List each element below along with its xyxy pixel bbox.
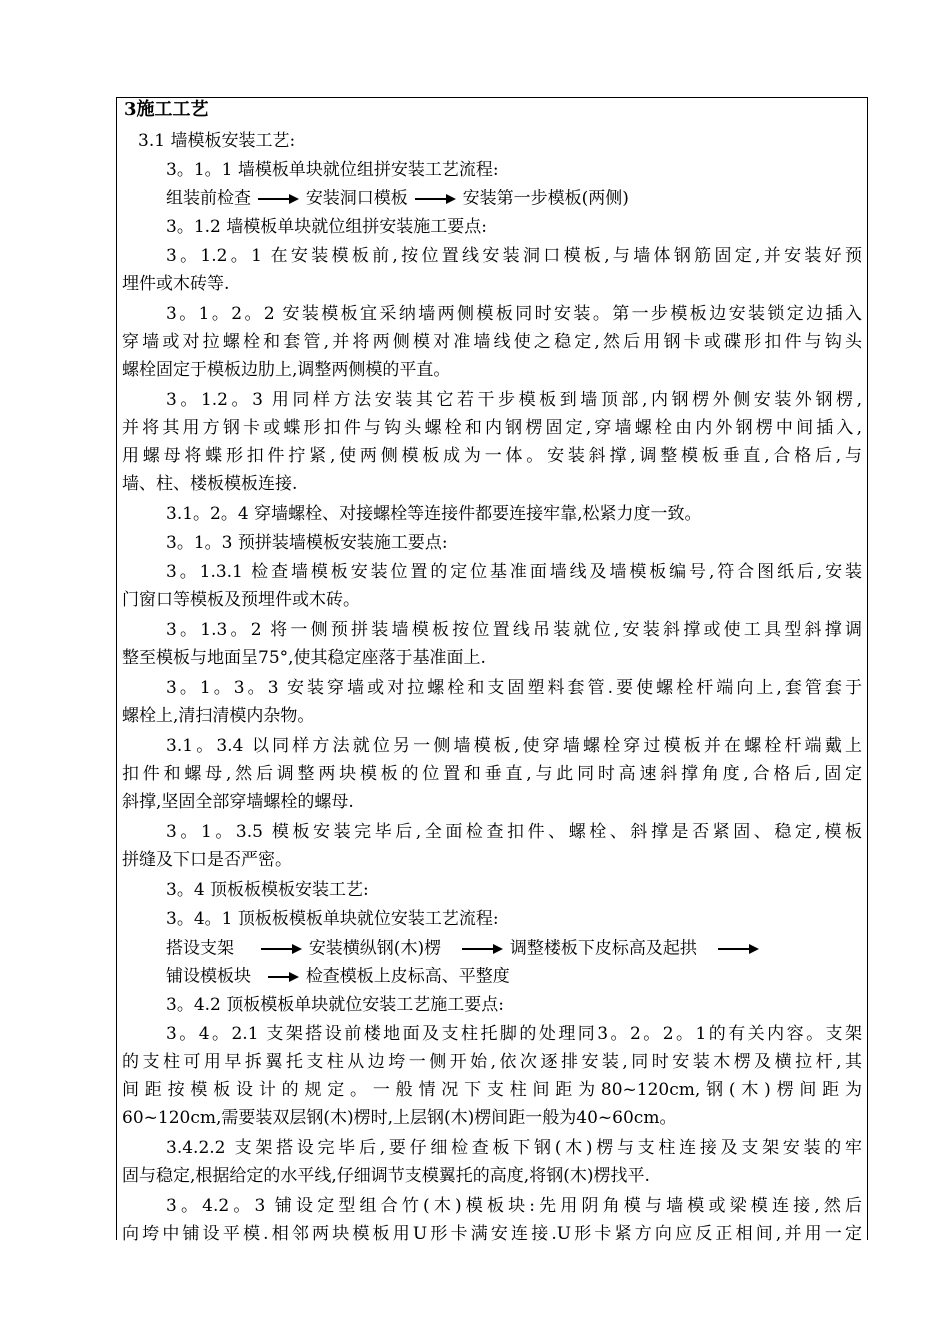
arrow-right-icon (460, 944, 504, 954)
flow-row-1 (166, 187, 629, 210)
paragraph-line: 固与稳定,根据给定的水平线,仔细调节支模翼托的高度,将钢(木)楞找平. (122, 1166, 650, 1186)
arrow-right-icon (256, 194, 300, 204)
paragraph-line: 拼缝及下口是否严密。 (122, 850, 292, 870)
paragraph-line: 的支柱可用早拆翼托支柱从边垮一侧开始,依次逐排安装,同时安装木楞及横拉杆,其 (122, 1052, 862, 1072)
arrow-right-icon (413, 194, 457, 204)
paragraph-line: 用螺母将蝶形扣件拧紧,使两侧模板成为一体。安装斜撑,调整模板垂直,合格后,与 (122, 446, 862, 466)
paragraph-line: 并将其用方钢卡或蝶形扣件与钩头螺栓和内钢楞固定,穿墙螺栓由内外钢楞中间插入, (122, 418, 862, 438)
paragraph-line: 3.4.2.2 支架搭设完毕后,要仔细检查板下钢(木)楞与支柱连接及支架安装的牢 (166, 1138, 862, 1158)
paragraph-line: 3。1.3.1 检查墙模板安装位置的定位基准面墙线及墙模板编号,符合图纸后,安装 (166, 562, 863, 582)
paragraph-line: 3。1。3.5 模板安装完毕后,全面检查扣件、螺栓、斜撑是否紧固、稳定,模板 (166, 822, 862, 842)
heading-3-1-3: 3。1。3 预拼装墙模板安装施工要点: (166, 533, 448, 553)
paragraph-line: 3。1。3。3 安装穿墙或对拉螺栓和支固塑料套管.要使螺栓杆端向上,套管套于 (166, 678, 862, 698)
paragraph-line: 60~120cm,需要装双层钢(木)楞时,上层钢(木)楞间距一般为40~60cm。 (122, 1108, 677, 1128)
paragraph-line: 3。4.2。3 铺设定型组合竹(木)模板块:先用阴角模与墙模或梁模连接,然后 (166, 1196, 862, 1216)
arrow-right-icon (716, 944, 760, 954)
paragraph-line: 穿墙或对拉螺栓和套管,并将两侧模对准墙线使之稳定,然后用钢卡或碟形扣件与钩头 (122, 332, 862, 352)
flow-step: 安装洞口模板 (305, 188, 408, 209)
paragraph-line: 3。4。2.1 支架搭设前楼地面及支柱托脚的处理同3。2。2。1的有关内容。支架 (166, 1024, 862, 1044)
heading-3-4-2: 3。4.2 顶板模板单块就位安装工艺施工要点: (166, 995, 504, 1015)
flow-row-3 (166, 965, 510, 988)
heading-3-1: 3.1 墙模板安装工艺: (138, 131, 296, 151)
arrow-right-icon (259, 944, 303, 954)
flow-row-2 (166, 937, 760, 960)
paragraph-line: 3.1。2。4 穿墙螺栓、对接螺栓等连接件都要连接牢靠,松紧力度一致。 (166, 504, 702, 524)
paragraph-line: 螺栓上,清扫清模内杂物。 (122, 706, 315, 726)
flow-step: 安装横纵钢(木)楞 (308, 938, 442, 959)
paragraph-line: 扣件和螺母,然后调整两块模板的位置和垂直,与此同时高速斜撑角度,合格后,固定 (122, 764, 862, 784)
paragraph-line: 向垮中铺设平模.相邻两块模板用U形卡满安连接.U形卡紧方向应反正相间,并用一定 (122, 1224, 862, 1244)
section-title: 3施工工艺 (124, 99, 209, 120)
paragraph-line: 门窗口等模板及预埋件或木砖。 (122, 590, 360, 610)
heading-3-1-1: 3。1。1 墙模板单块就位组拼安装工艺流程: (166, 160, 499, 180)
paragraph-line: 3。1.2。1 在安装模板前,按位置线安装洞口模板,与墙体钢筋固定,并安装好预 (166, 246, 862, 266)
paragraph-line: 螺栓固定于模板边肋上,调整两侧模的平直。 (122, 360, 451, 380)
flow-step: 安装第一步模板(两侧) (462, 188, 629, 209)
flow-step: 搭设支架 (166, 938, 234, 959)
flow-step: 检查模板上皮标高、平整度 (305, 966, 510, 987)
flow-step: 组装前检查 (166, 188, 251, 209)
paragraph-line: 3。1。2。2 安装模板宜采纳墙两侧模板同时安装。第一步模板边安装锁定边插入 (166, 304, 862, 324)
arrow-right-icon (266, 972, 300, 982)
paragraph-line: 间距按模板设计的规定。一般情况下支柱间距为80~120cm,钢(木)楞间距为 (122, 1080, 862, 1100)
flow-step: 铺设模板块 (166, 966, 251, 987)
paragraph-line: 3。1.2。3 用同样方法安装其它若干步模板到墙顶部,内钢楞外侧安装外钢楞, (166, 390, 862, 410)
flow-step: 调整楼板下皮标高及起拱 (509, 938, 697, 959)
paragraph-line: 3.1。3.4 以同样方法就位另一侧墙模板,使穿墙螺栓穿过模板并在螺栓杆端戴上 (166, 736, 862, 756)
heading-3-4-1: 3。4。1 顶板板模板单块就位安装工艺流程: (166, 909, 499, 929)
paragraph-line: 3。1.3。2 将一侧预拼装墙模板按位置线吊装就位,安装斜撑或使工具型斜撑调 (166, 620, 862, 640)
paragraph-line: 埋件或木砖等. (122, 274, 230, 294)
paragraph-line: 整至模板与地面呈75°,使其稳定座落于基准面上. (122, 648, 486, 668)
heading-3-1-2: 3。1.2 墙模板单块就位组拼安装施工要点: (166, 217, 487, 237)
paragraph-line: 斜撑,坚固全部穿墙螺栓的螺母. (122, 792, 354, 812)
paragraph-line: 墙、柱、楼板模板连接. (122, 474, 298, 494)
heading-3-4: 3。4 顶板板模板安装工艺: (166, 880, 369, 900)
